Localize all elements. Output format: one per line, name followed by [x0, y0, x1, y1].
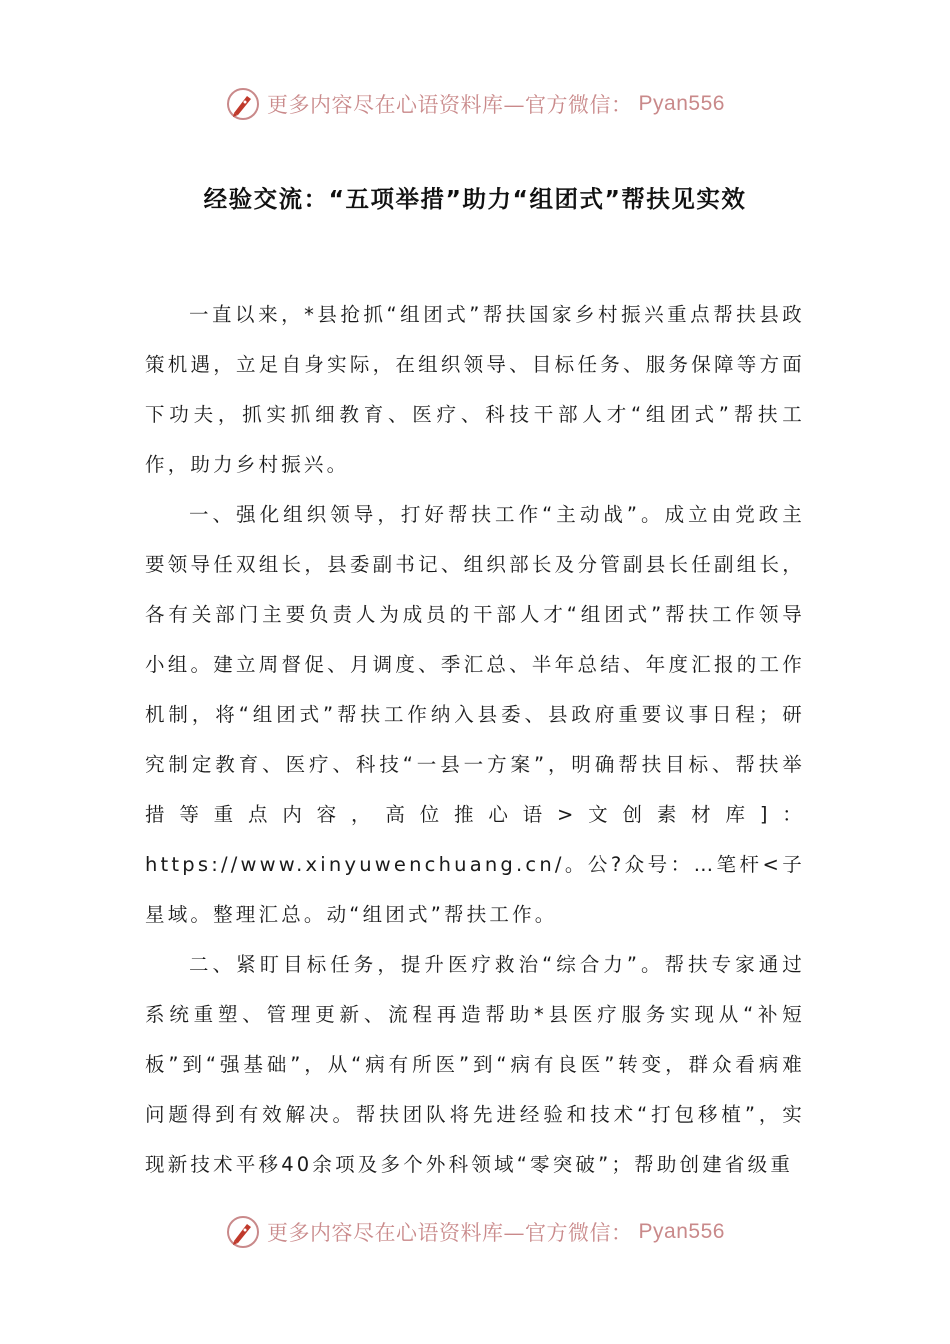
- document-title: 经验交流：“五项举措”助力“组团式”帮扶见实效: [203, 185, 747, 213]
- pen-nib-logo-icon: [225, 1214, 261, 1250]
- banner-wechat-id: Pyan556: [638, 92, 725, 115]
- document-body: [145, 290, 805, 1190]
- banner-text: 更多内容尽在心语资料库—官方微信：: [267, 93, 633, 117]
- header-watermark-banner: [0, 84, 950, 124]
- banner-wechat-id: Pyan556: [638, 1220, 725, 1243]
- paragraph-section-1: 一、强化组织领导，打好帮扶工作“主动战”。成立由党政主要领导任双组长，县委副书记、组织部长及分管副县长任副组长，各有关部门主要负责人为成员的干部人才“组团式”帮扶工作领导小组。建立周督促、月调度、季汇总、半年总结、年度汇报的工作机制，将“组团式”帮扶工作纳入县委、县政府重要议事日程；研究制定教育、医疗、科技“一县一方案”，明确帮扶目标、帮扶举措等重点内容，高位推心语>文创素材库]：https://www.xinyuwenchuang.cn/。公?众号：…笔杆<子星域。整理汇总。动“组团式”帮扶工作。: [145, 503, 805, 926]
- paragraph-intro: 一直以来，*县抢抓“组团式”帮扶国家乡村振兴重点帮扶县政策机遇，立足自身实际，在组织领导、目标任务、服务保障等方面下功夫，抓实抓细教育、医疗、科技干部人才“组团式”帮扶工作，助力乡村振兴。: [145, 303, 805, 476]
- banner-text: 更多内容尽在心语资料库—官方微信：: [267, 1221, 633, 1245]
- paragraph-section-2: 二、紧盯目标任务，提升医疗救治“综合力”。帮扶专家通过系统重塑、管理更新、流程再造帮助*县医疗服务实现从“补短板”到“强基础”，从“病有所医”到“病有良医”转变，群众看病难问题得到有效解决。帮扶团队将先进经验和技术“打包移植”，实现新技术平移40余项及多个外科领域“零突破”；帮助创建省级重: [145, 953, 805, 1176]
- footer-watermark-banner: [0, 1212, 950, 1252]
- pen-nib-logo-icon: [225, 86, 261, 122]
